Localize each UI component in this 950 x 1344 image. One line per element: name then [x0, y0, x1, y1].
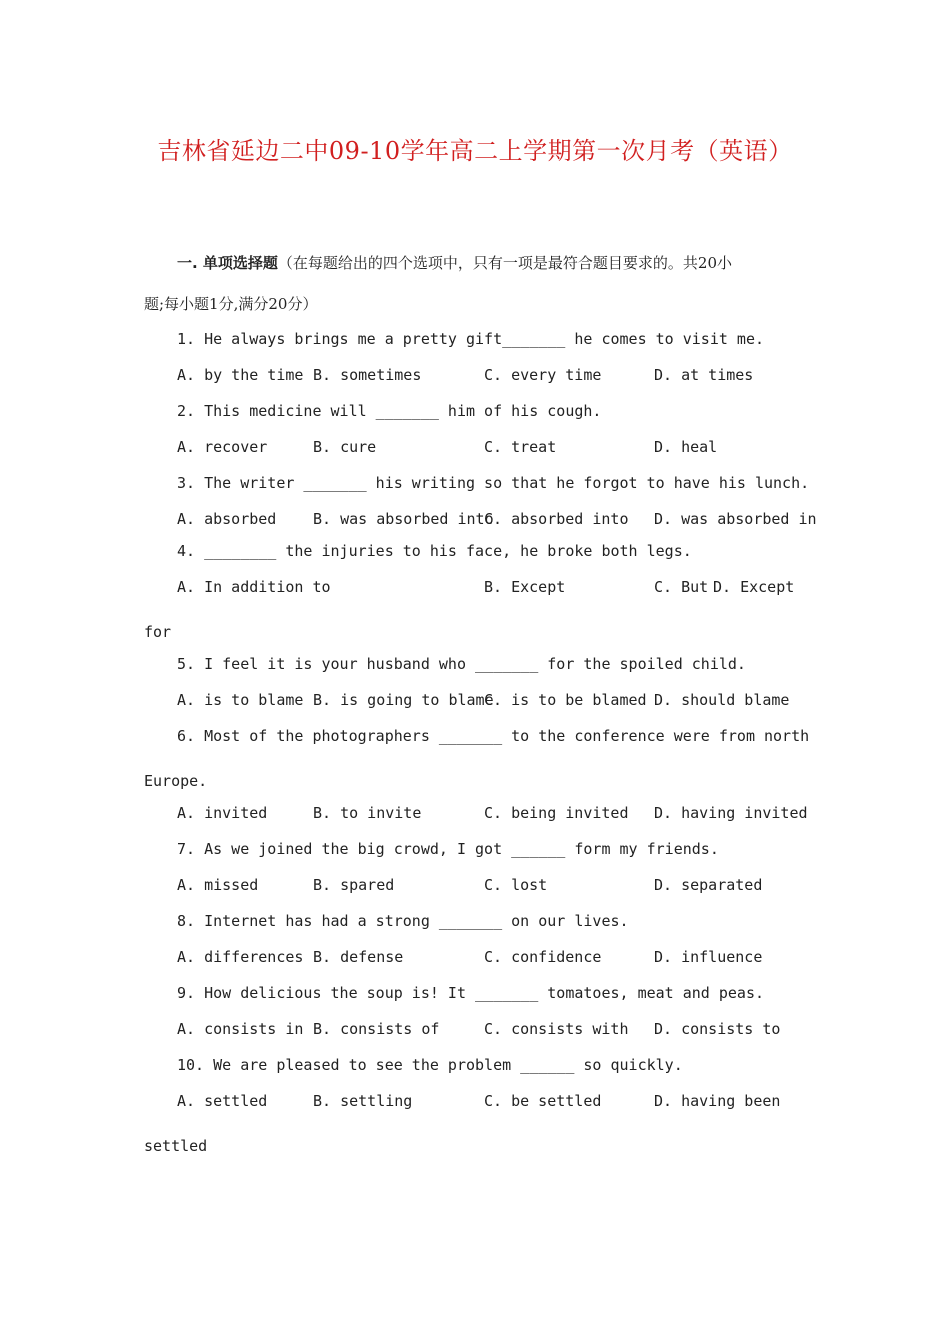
option-d: D. was absorbed in — [654, 510, 817, 528]
question-stem: 6. Most of the photographers _______ to the conference were from north — [177, 727, 810, 745]
option-b: B. settling — [313, 1092, 413, 1110]
option-d-wrap: for — [144, 623, 172, 641]
option-b: B. was absorbed into — [313, 510, 494, 528]
question-stem-wrap: Europe. — [144, 772, 208, 790]
option-a: A. recover — [177, 438, 268, 456]
question-stem: 3. The writer _______ his writing so that he forgot to have his lunch. — [177, 474, 810, 492]
option-c: C. lost — [484, 876, 548, 894]
option-c: C. But — [654, 578, 709, 596]
option-a: A. is to blame — [177, 691, 304, 709]
section-intro — [177, 252, 732, 273]
option-a: A. settled — [177, 1092, 268, 1110]
option-a: A. consists in — [177, 1020, 304, 1038]
option-d: D. consists to — [654, 1020, 781, 1038]
exam-title: 吉林省延边二中09-10学年高二上学期第一次月考（英语） — [157, 137, 793, 165]
option-d: D. separated — [654, 876, 763, 894]
option-b: B. Except — [484, 578, 566, 596]
section-instruction-cont: 题;每小题1分,满分20分） — [144, 295, 318, 313]
option-a: A. In addition to — [177, 578, 331, 596]
question-stem: 9. How delicious the soup is! It _______ tomatoes, meat and peas. — [177, 984, 764, 1002]
option-a: A. absorbed — [177, 510, 277, 528]
option-c: C. consists with — [484, 1020, 629, 1038]
option-b: B. spared — [313, 876, 395, 894]
question-stem: 10. We are pleased to see the problem ______ so quickly. — [177, 1056, 683, 1074]
option-d: D. influence — [654, 948, 763, 966]
question-stem: 8. Internet has had a strong _______ on our lives. — [177, 912, 629, 930]
option-c: C. every time — [484, 366, 602, 384]
section-instruction: （在每题给出的四个选项中，只有一项是最符合题目要求的。共20小 — [277, 254, 733, 272]
question-stem: 1. He always brings me a pretty gift_______ he comes to visit me. — [177, 330, 764, 348]
option-a: A. missed — [177, 876, 259, 894]
question-stem: 5. I feel it is your husband who _______ for the spoiled child. — [177, 655, 746, 673]
option-d: D. should blame — [654, 691, 790, 709]
option-a: A. by the time — [177, 366, 304, 384]
option-c: C. be settled — [484, 1092, 602, 1110]
section-heading: 一. 单项选择题 — [177, 254, 278, 272]
option-c: C. confidence — [484, 948, 602, 966]
question-stem: 2. This medicine will _______ him of his cough. — [177, 402, 602, 420]
option-d: D. having invited — [654, 804, 808, 822]
option-a: A. invited — [177, 804, 268, 822]
option-b: B. defense — [313, 948, 404, 966]
option-c: C. absorbed into — [484, 510, 629, 528]
option-d: D. heal — [654, 438, 718, 456]
option-b: B. is going to blame — [313, 691, 494, 709]
option-b: B. consists of — [313, 1020, 440, 1038]
option-c: C. is to be blamed — [484, 691, 647, 709]
option-c: C. being invited — [484, 804, 629, 822]
option-d-wrap: settled — [144, 1137, 208, 1155]
option-b: B. cure — [313, 438, 377, 456]
option-b: B. sometimes — [313, 366, 422, 384]
option-d: D. Except — [713, 578, 795, 596]
option-d: D. at times — [654, 366, 754, 384]
option-a: A. differences — [177, 948, 304, 966]
option-d: D. having been — [654, 1092, 781, 1110]
option-c: C. treat — [484, 438, 557, 456]
question-stem: 4. ________ the injuries to his face, he broke both legs. — [177, 542, 692, 560]
option-b: B. to invite — [313, 804, 422, 822]
question-stem: 7. As we joined the big crowd, I got ______ form my friends. — [177, 840, 719, 858]
